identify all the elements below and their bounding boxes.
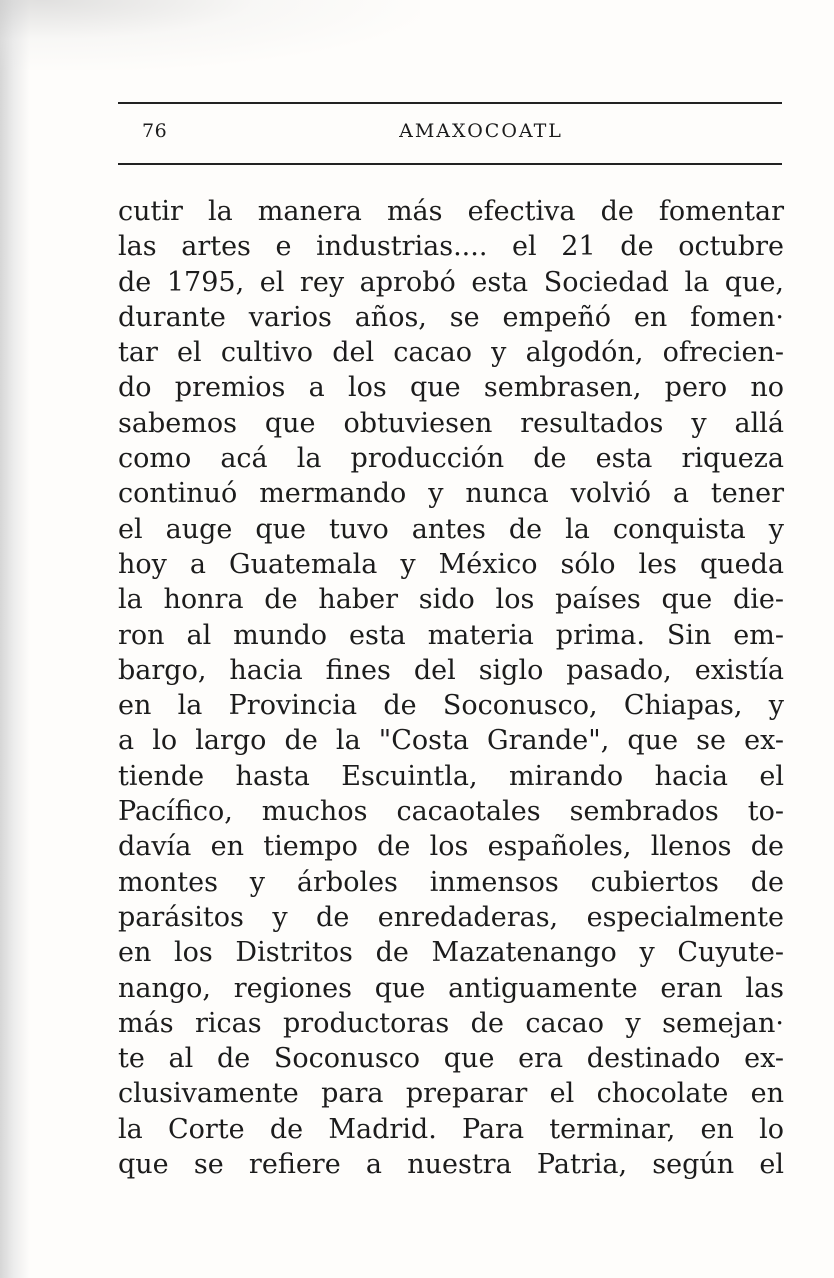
text-line: montes y árboles inmensos cubiertos de <box>118 866 784 898</box>
text-line: parásitos y de enredaderas, especialmente <box>118 901 784 933</box>
text-line: davía en tiempo de los españoles, llenos de <box>118 831 784 863</box>
text-line: sabemos que obtuviesen resultados y allá <box>118 407 784 439</box>
text-line: cutir la manera más efectiva de fomentar <box>118 196 784 227</box>
text-line: bargo, hacia fines del siglo pasado, existía <box>118 654 784 686</box>
text-line: te al de Soconusco que era destinado ex- <box>118 1043 784 1075</box>
text-line: las artes e industrias.... el 21 de octubre <box>118 231 784 263</box>
text-line: do premios a los que sembrasen, pero no <box>118 372 784 404</box>
page-header <box>118 116 782 150</box>
text-line: clusivamente para preparar el chocolate en <box>118 1078 784 1110</box>
text-line: de 1795, el rey aprobó esta Sociedad la que, <box>118 266 784 298</box>
header-top-rule <box>118 102 782 104</box>
text-line: nango, regiones que antiguamente eran las <box>118 972 784 1004</box>
running-title: AMAXOCOATL <box>399 120 563 142</box>
text-line: la Corte de Madrid. Para terminar, en lo <box>118 1113 784 1145</box>
text-line: el auge que tuvo antes de la conquista y <box>118 513 784 545</box>
text-line: Pacífico, muchos cacaotales sembrados to- <box>118 796 784 828</box>
text-line: como acá la producción de esta riqueza <box>118 443 784 475</box>
text-line: ron al mundo esta materia prima. Sin em- <box>118 619 784 651</box>
header-bottom-rule <box>118 163 782 165</box>
body-text <box>118 194 784 1182</box>
text-line: a lo largo de la "Costa Grande", que se ex- <box>118 725 784 757</box>
page-gutter-shadow <box>0 0 30 1278</box>
scan-smudge <box>0 0 420 70</box>
text-line: continuó mermando y nunca volvió a tener <box>118 478 784 510</box>
text-line: más ricas productoras de cacao y semejan· <box>118 1007 784 1039</box>
text-line: en la Provincia de Soconusco, Chiapas, y <box>118 690 784 722</box>
text-line: tar el cultivo del cacao y algodón, ofrecien- <box>118 337 784 369</box>
text-line: la honra de haber sido los países que die- <box>118 584 784 616</box>
page-number: 76 <box>142 120 168 142</box>
text-line: tiende hasta Escuintla, mirando hacia el <box>118 760 784 792</box>
text-line: que se refiere a nuestra Patria, según el <box>118 1149 784 1181</box>
text-line: durante varios años, se empeñó en fomen· <box>118 301 784 333</box>
text-line: en los Distritos de Mazatenango y Cuyute- <box>118 937 784 969</box>
text-line: hoy a Guatemala y México sólo les queda <box>118 548 784 580</box>
